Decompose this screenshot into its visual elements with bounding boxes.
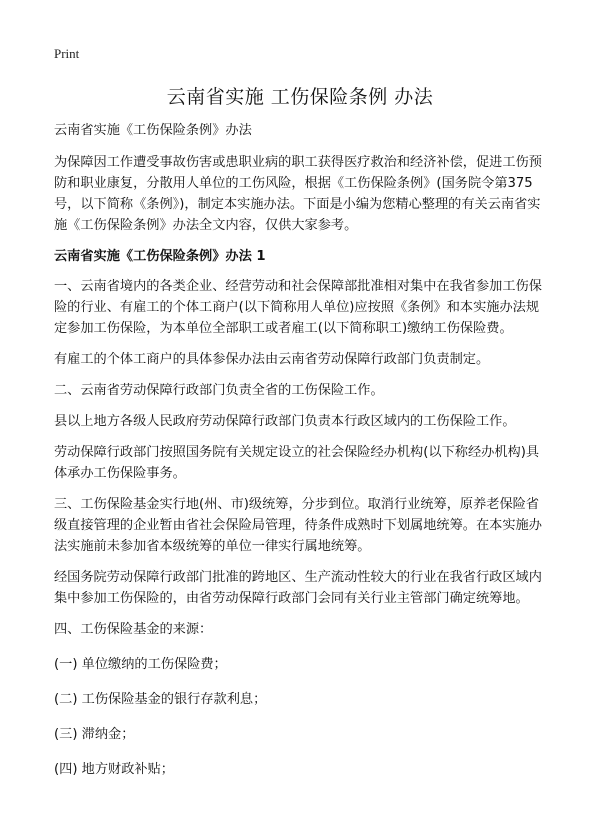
paragraph-2: 有雇工的个体工商户的具体参保办法由云南省劳动保障行政部门负责制定。	[54, 352, 490, 367]
paragraph-5: 劳动保障行政部门按照国务院有关规定设立的社会保险经办机构(以下称经办机构)具体承办工伤保险事务。	[54, 445, 540, 481]
paragraph-8: 四、工伤保险基金的来源：	[54, 622, 213, 637]
list-item-1: (一) 单位缴纳的工伤保险费；	[54, 657, 227, 672]
print-link[interactable]: Print	[54, 46, 80, 61]
document-title: 云南省实施 工伤保险条例 办法	[166, 86, 434, 108]
document-subtitle: 云南省实施《工伤保险条例》办法	[54, 123, 252, 138]
paragraph-1: 一、云南省境内的各类企业、经营劳动和社会保障部批准相对集中在我省参加工伤保险的行业、有雇工的个体工商户(以下简称用人单位)应按照《条例》和本实施办法规定参加工伤保险，为本单位全部职工或者雇工(以下简称职工)缴纳工伤保险费。	[54, 279, 542, 336]
paragraph-7: 经国务院劳动保障行政部门批准的跨地区、生产流动性较大的行业在我省行政区域内集中参加工伤保险的，由省劳动保障行政部门会同有关行业主管部门确定统筹地。	[54, 570, 542, 606]
document-body	[54, 120, 552, 794]
intro-paragraph: 为保障因工作遭受事故伤害或患职业病的职工获得医疗救治和经济补偿，促进工伤预防和职业康复，分散用人单位的工伤风险，根据《工伤保险条例》(国务院令第375号，以下简称《条例》)，制定本实施办法。下面是小编为您精心整理的有关云南省实施《工伤保险条例》办法全文内容，仅供大家参考。	[54, 155, 542, 233]
list-item-2: (二) 工伤保险基金的银行存款利息；	[54, 692, 267, 707]
list-item-4: (四) 地方财政补贴；	[54, 762, 174, 777]
paragraph-6: 三、工伤保险基金实行地(州、市)级统筹，分步到位。取消行业统筹，原养老保险省级直接管理的企业暂由省社会保险局管理，待条件成熟时下划属地统筹。在本实施办法实施前未参加省本级统筹的单位一律实行属地统筹。	[54, 497, 542, 554]
paragraph-4: 县以上地方各级人民政府劳动保障行政部门负责本行政区域内的工伤保险工作。	[54, 414, 516, 429]
list-item-3: (三) 滞纳金；	[54, 727, 135, 742]
paragraph-3: 二、云南省劳动保障行政部门负责全省的工伤保险工作。	[54, 383, 384, 398]
section-heading: 云南省实施《工伤保险条例》办法 1	[54, 249, 266, 264]
